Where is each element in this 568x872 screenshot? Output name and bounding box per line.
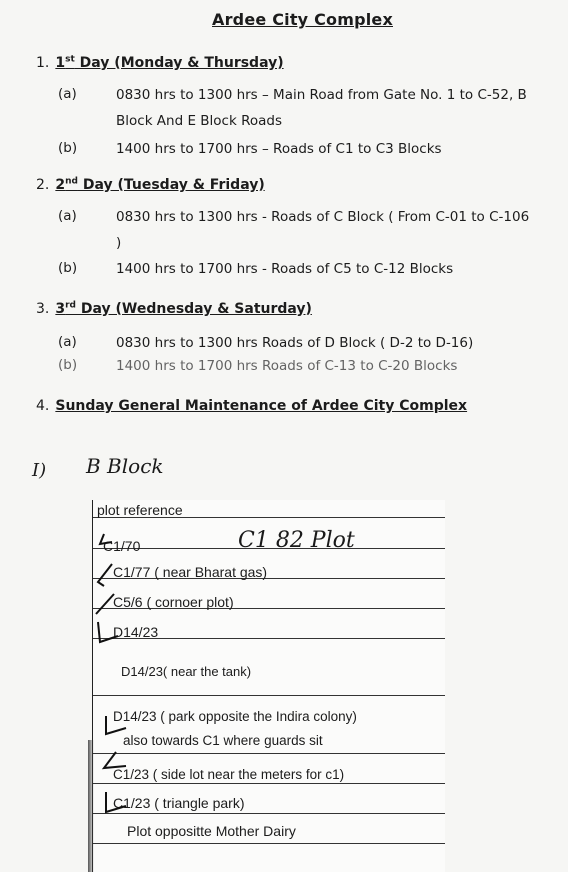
item-text: 0830 hrs to 1300 hrs – Main Road from Gate No. 1 to C-52, B Block And E Block Roads xyxy=(116,87,527,129)
ordinal-suffix: st xyxy=(65,54,75,64)
ordinal-suffix: nd xyxy=(65,176,78,186)
item-text: 1400 hrs to 1700 hrs - Roads of C5 to C-12 Blocks xyxy=(116,261,454,277)
handwritten-roman-numeral: I) xyxy=(32,460,47,481)
table-row xyxy=(93,578,445,609)
section-3-heading xyxy=(36,300,312,317)
page-shadow xyxy=(88,740,94,872)
handwritten-note: C1 82 Plot xyxy=(238,528,355,553)
item-label: (b) xyxy=(58,140,78,156)
ordinal-suffix: rd xyxy=(65,300,76,310)
table-cell: C1/77 ( near Bharat gas) xyxy=(113,564,268,580)
table-row xyxy=(93,608,445,639)
item-text: 1400 hrs to 1700 hrs – Roads of C1 to C3 Blocks xyxy=(116,141,442,157)
table-cell: D14/23( near the tank) xyxy=(121,664,252,679)
item-text: 0830 hrs to 1300 hrs - Roads of C Block ( From C-01 to C-106 ) xyxy=(116,209,530,251)
ordinal: 2 xyxy=(55,176,66,193)
section-1-heading xyxy=(36,54,284,71)
section-2-heading xyxy=(36,176,265,193)
section-title xyxy=(55,301,312,317)
section-number: 2. xyxy=(36,176,50,193)
handwritten-heading: B Block xyxy=(86,454,164,478)
table-cell: D14/23 xyxy=(113,624,159,640)
section-number: 3. xyxy=(36,300,50,317)
section-number: 4. xyxy=(36,398,50,414)
table-row xyxy=(93,813,445,844)
table-cell: C5/6 ( cornoer plot) xyxy=(113,594,234,610)
item-label: (a) xyxy=(58,334,77,350)
table-row xyxy=(93,695,445,754)
table-header-cell: plot reference xyxy=(97,502,183,518)
table-cell-continuation: also towards C1 where guards sit xyxy=(123,733,323,748)
item-text: 0830 hrs to 1300 hrs Roads of D Block ( D-2 to D-16) xyxy=(116,335,474,351)
item-label: (b) xyxy=(58,357,78,373)
item-text: 1400 hrs to 1700 hrs Roads of C-13 to C-20 Blocks xyxy=(116,358,458,374)
table-row xyxy=(93,638,445,696)
section-title-text: Day (Monday & Thursday) xyxy=(74,54,284,71)
section-title-text: Day (Tuesday & Friday) xyxy=(77,176,265,193)
item-label: (a) xyxy=(58,208,77,224)
table-cell: Plot oppositte Mother Dairy xyxy=(127,823,296,839)
table-row xyxy=(93,783,445,814)
item-label: (b) xyxy=(58,260,78,276)
checkmarks-icon xyxy=(90,530,130,830)
table-cell: C1/23 ( side lot near the meters for c1) xyxy=(113,767,345,782)
document-title: Ardee City Complex xyxy=(212,10,393,29)
plot-reference-table xyxy=(92,500,445,872)
table-cell: C1/70 xyxy=(103,538,141,554)
section-title-text: Day (Wednesday & Saturday) xyxy=(76,300,312,317)
section-4-heading xyxy=(36,398,467,414)
section-title xyxy=(55,55,283,71)
section-title-text: Sunday General Maintenance of Ardee City Complex xyxy=(55,398,468,414)
ordinal: 1 xyxy=(55,54,66,71)
section-title xyxy=(55,177,264,193)
table-cell: D14/23 ( park opposite the Indira colony) xyxy=(113,709,357,724)
table-row xyxy=(93,753,445,784)
item-label: (a) xyxy=(58,86,77,102)
ordinal: 3 xyxy=(55,300,66,317)
table-row xyxy=(93,500,445,518)
section-number: 1. xyxy=(36,54,50,71)
table-cell: C1/23 ( triangle park) xyxy=(113,795,245,811)
